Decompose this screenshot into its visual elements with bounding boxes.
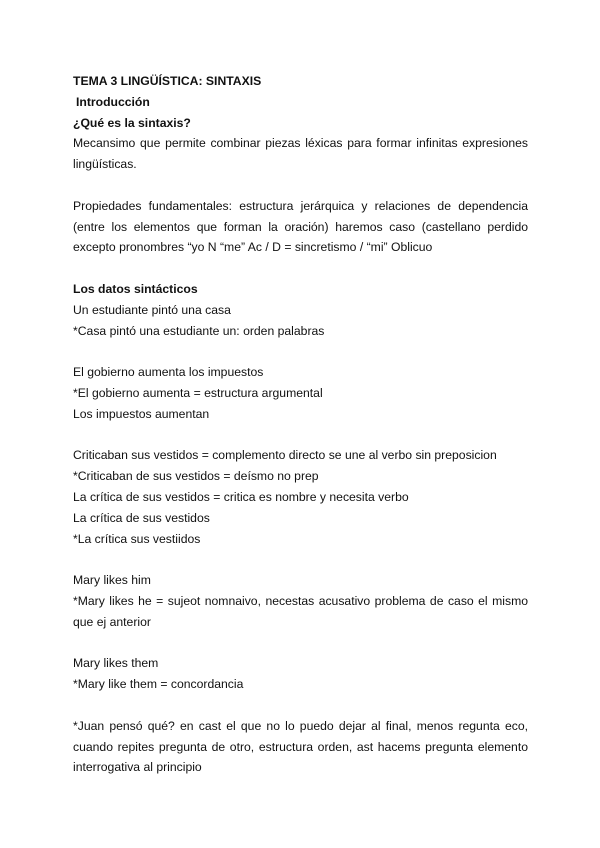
example-line: *La crítica sus vestiidos xyxy=(73,531,201,546)
example-line: *El gobierno aumenta = estructura argumental xyxy=(73,385,323,400)
example-line: Criticaban sus vestidos = complemento directo se une al verbo sin preposicion xyxy=(73,448,497,463)
spacer xyxy=(73,258,528,279)
question-heading: ¿Qué es la sintaxis? xyxy=(73,115,191,130)
example-line: Los impuestos aumentan xyxy=(73,406,210,421)
data-heading: Los datos sintácticos xyxy=(73,281,198,296)
document-title: TEMA 3 LINGÜÍSTICA: SINTAXIS xyxy=(73,74,262,88)
example-line: *Mary like them = concordancia xyxy=(73,677,244,692)
properties-paragraph: Propiedades fundamentales: estructura jerárquica y relaciones de dependencia (entre los elementos que forman la oración) haremos caso (castellano perdido excepto pronombres “yo N “me” Ac / D = sincretismo / “mi” Oblicuo xyxy=(73,198,528,255)
example-paragraph: *Mary likes he = sujeot nomnaivo, necestas acusativo problema de caso el mismo que ej anterior xyxy=(73,593,528,629)
example-paragraph: *Juan pensó qué? en cast el que no lo puedo dejar al final, menos regunta eco, cuando repites pregunta de otro, estructura orden, ast hacems pregunta elemento interrogativa al principio xyxy=(73,718,528,775)
spacer xyxy=(73,425,528,446)
spacer xyxy=(73,695,528,716)
document-body xyxy=(73,71,528,778)
example-line: Un estudiante pintó una casa xyxy=(73,302,231,317)
example-line: Mary likes them xyxy=(73,656,159,671)
example-line: La crítica de sus vestidos = critica es nombre y necesita verbo xyxy=(73,489,409,504)
spacer xyxy=(73,549,528,570)
example-line: La crítica de sus vestidos xyxy=(73,510,210,525)
spacer xyxy=(73,341,528,362)
section-heading-intro: Introducción xyxy=(76,94,150,109)
example-line: El gobierno aumenta los impuestos xyxy=(73,365,264,380)
example-line: *Criticaban de sus vestidos = deísmo no prep xyxy=(73,469,319,484)
example-line: *Casa pintó una estudiante un: orden palabras xyxy=(73,323,325,338)
example-line: Mary likes him xyxy=(73,573,151,588)
spacer xyxy=(73,633,528,654)
definition-paragraph: Mecansimo que permite combinar piezas léxicas para formar infinitas expresiones lingüísticas. xyxy=(73,136,528,172)
spacer xyxy=(73,175,528,196)
